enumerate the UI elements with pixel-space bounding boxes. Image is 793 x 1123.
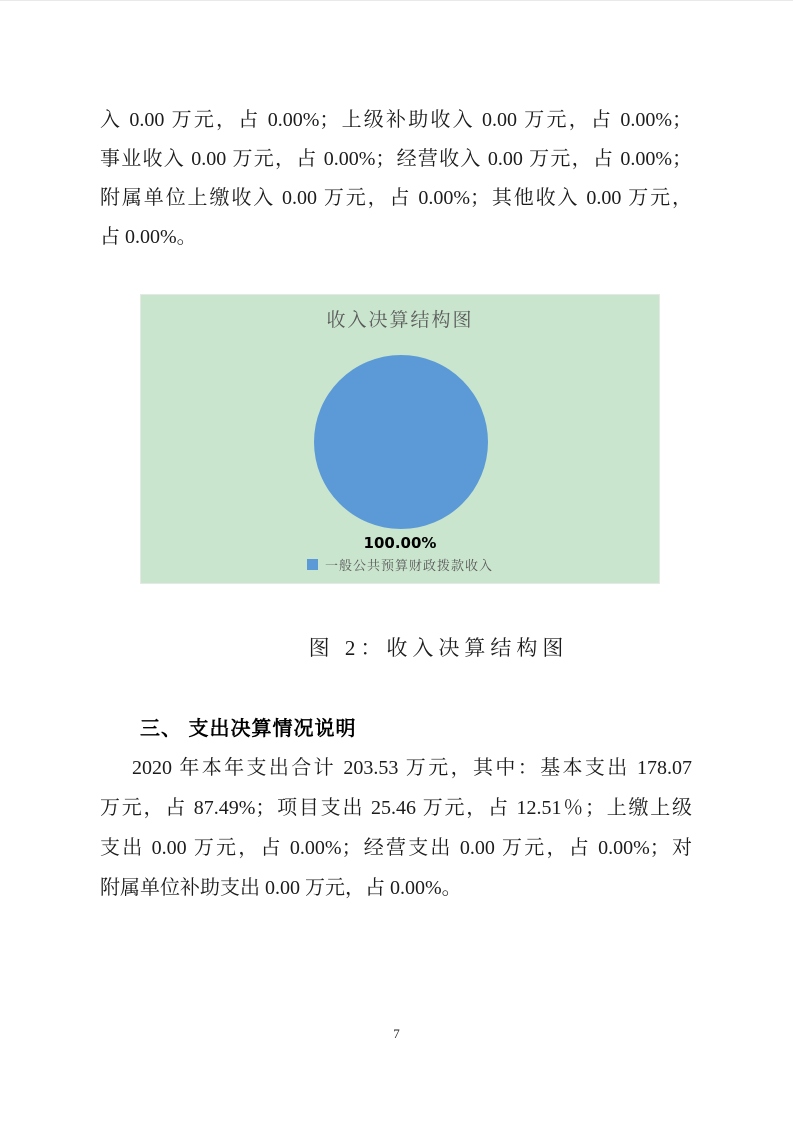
legend-swatch-icon [307, 559, 318, 570]
income-paragraph-line: 入 0.00 万元，占 0.00%；上级补助收入 0.00 万元，占 0.00%； [100, 109, 692, 131]
expenditure-paragraph-line: 附属单位补助支出 0.00 万元，占 0.00%。 [100, 877, 462, 899]
legend-label: 一般公共预算财政拨款收入 [324, 559, 493, 574]
income-paragraph-line: 占 0.00%。 [100, 226, 197, 248]
pie-data-label: 100.00% [363, 534, 437, 552]
expenditure-paragraph-line: 2020 年本年支出合计 203.53 万元，其中：基本支出 178.07 [132, 757, 692, 779]
income-paragraph-line: 附属单位上缴收入 0.00 万元，占 0.00%；其他收入 0.00 万元， [100, 187, 692, 209]
income-paragraph [100, 101, 692, 257]
section-heading-expenditure: 三、 支出决算情况说明 [140, 718, 357, 740]
chart-title: 收入决算结构图 [326, 310, 474, 331]
expenditure-paragraph-line: 支出 0.00 万元，占 0.00%；经营支出 0.00 万元，占 0.00%；对 [100, 837, 692, 859]
figure-caption-text: 图 2：收入决算结构图 [308, 636, 569, 660]
income-structure-chart [140, 294, 660, 584]
page-number: 7 [393, 1026, 400, 1041]
chart-legend [141, 555, 659, 574]
income-paragraph-line: 事业收入 0.00 万元，占 0.00%；经营收入 0.00 万元，占 0.00%； [100, 148, 692, 170]
expenditure-paragraph-line: 万元，占 87.49%；项目支出 25.46 万元，占 12.51％；上缴上级 [100, 797, 692, 819]
figure-caption [0, 632, 793, 662]
expenditure-paragraph [100, 748, 692, 908]
pie-slice-general-public-budget [314, 355, 488, 529]
